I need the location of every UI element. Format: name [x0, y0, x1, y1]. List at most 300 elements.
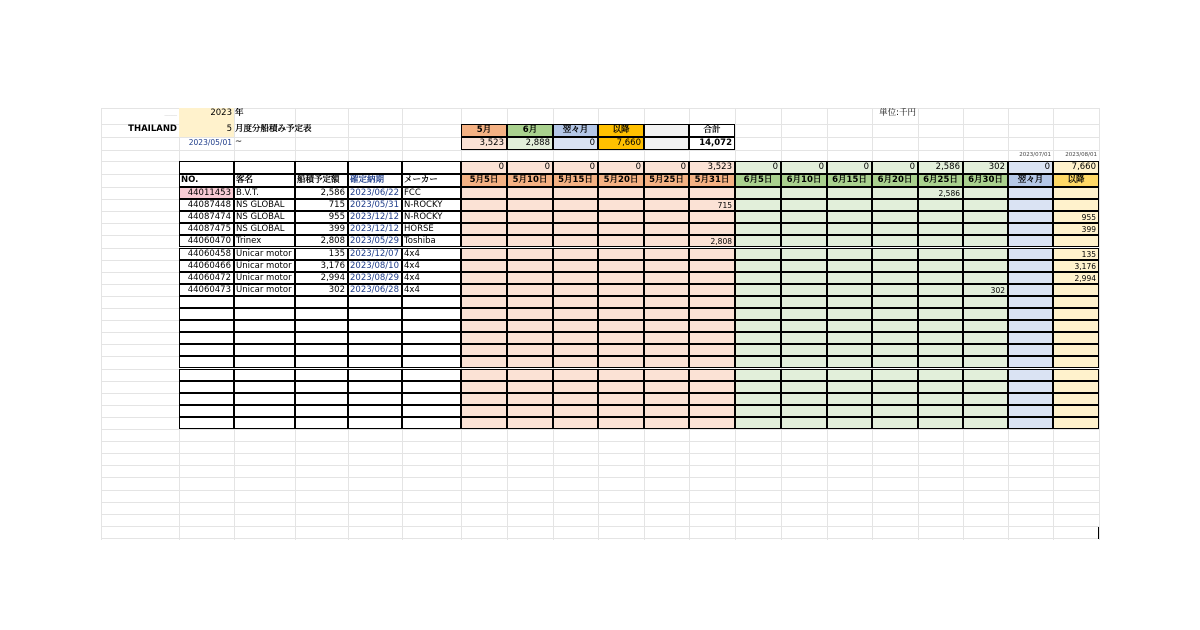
blank-period-cell[interactable]: [553, 320, 598, 332]
blank-cell[interactable]: [234, 369, 295, 381]
period-cell[interactable]: [827, 211, 872, 223]
period-cell[interactable]: [1053, 199, 1099, 211]
period-cell[interactable]: [918, 211, 963, 223]
summary-label-0[interactable]: 5月: [461, 124, 507, 137]
column-header-amount[interactable]: 船積予定額: [295, 174, 348, 187]
blank-period-cell[interactable]: [1053, 356, 1099, 368]
customer-name[interactable]: Unicar motor: [234, 272, 295, 284]
blank-period-cell[interactable]: [644, 308, 689, 320]
blank-cell[interactable]: [234, 332, 295, 344]
period-cell[interactable]: [781, 272, 827, 284]
blank-period-cell[interactable]: [461, 405, 507, 417]
blank-cell[interactable]: [402, 405, 461, 417]
period-header-1[interactable]: 5月10日: [507, 174, 553, 187]
maker-name[interactable]: 4x4: [402, 248, 461, 260]
customer-name[interactable]: B.V.T.: [234, 187, 295, 199]
blank-period-cell[interactable]: [689, 369, 735, 381]
blank-period-cell[interactable]: [507, 356, 553, 368]
ship-amount[interactable]: 2,808: [295, 235, 348, 247]
period-cell[interactable]: [507, 260, 553, 272]
blank-cell[interactable]: [234, 417, 295, 429]
blank-period-cell[interactable]: [827, 320, 872, 332]
blank-period-cell[interactable]: [1008, 393, 1053, 405]
blank-cell[interactable]: [295, 417, 348, 429]
summary-value-2[interactable]: 0: [553, 137, 598, 150]
blank-period-cell[interactable]: [735, 344, 781, 356]
blank-period-cell[interactable]: [553, 296, 598, 308]
blank-period-cell[interactable]: [827, 296, 872, 308]
blank-cell[interactable]: [295, 344, 348, 356]
blank-cell[interactable]: [295, 356, 348, 368]
summary-label-3[interactable]: 以降: [598, 124, 644, 137]
year-unit[interactable]: 年: [235, 108, 244, 118]
period-cell[interactable]: [918, 223, 963, 235]
blank-period-cell[interactable]: [872, 393, 918, 405]
period-cell[interactable]: [872, 199, 918, 211]
blank-period-cell[interactable]: [781, 320, 827, 332]
blank-period-cell[interactable]: [781, 296, 827, 308]
blank-period-cell[interactable]: [689, 417, 735, 429]
order-no[interactable]: 44087475: [179, 223, 234, 235]
blank-period-cell[interactable]: [1053, 332, 1099, 344]
period-cell[interactable]: [461, 199, 507, 211]
blank-period-cell[interactable]: [1053, 344, 1099, 356]
blank-period-cell[interactable]: [827, 369, 872, 381]
period-cell[interactable]: [827, 272, 872, 284]
blank-period-cell[interactable]: [461, 308, 507, 320]
period-cell[interactable]: 135: [1053, 248, 1099, 260]
period-cell[interactable]: [461, 284, 507, 296]
blank-period-cell[interactable]: [781, 356, 827, 368]
blank-period-cell[interactable]: [461, 344, 507, 356]
period-total-0[interactable]: 0: [461, 161, 507, 174]
blank-period-cell[interactable]: [918, 344, 963, 356]
period-cell[interactable]: [644, 260, 689, 272]
blank-period-cell[interactable]: [918, 369, 963, 381]
period-cell[interactable]: [598, 223, 644, 235]
blank-period-cell[interactable]: [735, 417, 781, 429]
period-cell[interactable]: [553, 235, 598, 247]
period-cell[interactable]: [598, 284, 644, 296]
blank-period-cell[interactable]: [689, 405, 735, 417]
period-cell[interactable]: 955: [1053, 211, 1099, 223]
blank-cell[interactable]: [348, 369, 402, 381]
blank-period-cell[interactable]: [963, 344, 1008, 356]
summary-value-5[interactable]: 14,072: [689, 137, 735, 150]
confirmed-date[interactable]: 2023/08/29: [348, 272, 402, 284]
period-cell[interactable]: [1008, 199, 1053, 211]
period-cell[interactable]: [735, 235, 781, 247]
blank-period-cell[interactable]: [507, 381, 553, 393]
blank-cell[interactable]: [295, 369, 348, 381]
blank-period-cell[interactable]: [781, 417, 827, 429]
blank-period-cell[interactable]: [1053, 381, 1099, 393]
period-cell[interactable]: [872, 284, 918, 296]
blank-cell[interactable]: [234, 381, 295, 393]
customer-name[interactable]: NS GLOBAL: [234, 211, 295, 223]
period-cell[interactable]: [553, 211, 598, 223]
period-cell[interactable]: [461, 211, 507, 223]
blank-period-cell[interactable]: [598, 308, 644, 320]
period-cell[interactable]: [507, 235, 553, 247]
blank-period-cell[interactable]: [461, 332, 507, 344]
blank-period-cell[interactable]: [918, 381, 963, 393]
blank-period-cell[interactable]: [1008, 320, 1053, 332]
period-cell[interactable]: [644, 223, 689, 235]
blank-period-cell[interactable]: [507, 405, 553, 417]
customer-name[interactable]: Trinex: [234, 235, 295, 247]
period-total-5[interactable]: 3,523: [689, 161, 735, 174]
period-cell[interactable]: [507, 223, 553, 235]
period-cell[interactable]: [553, 260, 598, 272]
blank-cell[interactable]: [348, 381, 402, 393]
period-cell[interactable]: [644, 211, 689, 223]
blank-period-cell[interactable]: [735, 393, 781, 405]
maker-name[interactable]: FCC: [402, 187, 461, 199]
period-header-7[interactable]: 6月10日: [781, 174, 827, 187]
blank-period-cell[interactable]: [872, 320, 918, 332]
period-cell[interactable]: [781, 248, 827, 260]
period-cell[interactable]: [598, 187, 644, 199]
period-cell[interactable]: [872, 272, 918, 284]
blank-period-cell[interactable]: [644, 405, 689, 417]
blank-cell[interactable]: [402, 344, 461, 356]
maker-name[interactable]: HORSE: [402, 223, 461, 235]
period-header-6[interactable]: 6月5日: [735, 174, 781, 187]
blank-period-cell[interactable]: [872, 332, 918, 344]
period-header-2[interactable]: 5月15日: [553, 174, 598, 187]
blank-period-cell[interactable]: [735, 369, 781, 381]
blank-cell[interactable]: [179, 417, 234, 429]
period-cell[interactable]: [827, 284, 872, 296]
summary-value-3[interactable]: 7,660: [598, 137, 644, 150]
order-no[interactable]: 44060458: [179, 248, 234, 260]
blank-period-cell[interactable]: [598, 356, 644, 368]
blank-period-cell[interactable]: [598, 417, 644, 429]
period-cell[interactable]: [1053, 284, 1099, 296]
order-no[interactable]: 44060470: [179, 235, 234, 247]
period-cell[interactable]: [461, 223, 507, 235]
period-cell[interactable]: [827, 248, 872, 260]
blank-cell[interactable]: [348, 356, 402, 368]
period-cell[interactable]: [781, 235, 827, 247]
year-input[interactable]: 2023: [179, 108, 234, 124]
ship-amount[interactable]: 955: [295, 211, 348, 223]
summary-value-4[interactable]: [644, 137, 689, 150]
blank-period-cell[interactable]: [735, 320, 781, 332]
blank-period-cell[interactable]: [827, 308, 872, 320]
blank-period-cell[interactable]: [827, 405, 872, 417]
blank-cell[interactable]: [348, 161, 402, 174]
blank-period-cell[interactable]: [963, 356, 1008, 368]
blank-period-cell[interactable]: [918, 417, 963, 429]
country-label[interactable]: THAILAND: [128, 124, 177, 134]
period-total-10[interactable]: 2,586: [918, 161, 963, 174]
blank-cell[interactable]: [179, 381, 234, 393]
blank-period-cell[interactable]: [461, 296, 507, 308]
maker-name[interactable]: 4x4: [402, 284, 461, 296]
blank-cell[interactable]: [179, 296, 234, 308]
blank-period-cell[interactable]: [963, 332, 1008, 344]
unit-label[interactable]: 単位:千円: [879, 108, 916, 118]
blank-period-cell[interactable]: [1008, 417, 1053, 429]
blank-period-cell[interactable]: [644, 393, 689, 405]
period-cell[interactable]: [461, 187, 507, 199]
blank-period-cell[interactable]: [781, 344, 827, 356]
blank-period-cell[interactable]: [963, 308, 1008, 320]
blank-period-cell[interactable]: [644, 381, 689, 393]
blank-cell[interactable]: [234, 405, 295, 417]
blank-period-cell[interactable]: [461, 356, 507, 368]
blank-cell[interactable]: [295, 393, 348, 405]
maker-name[interactable]: N-ROCKY: [402, 211, 461, 223]
period-cell[interactable]: [735, 284, 781, 296]
blank-cell[interactable]: [234, 344, 295, 356]
period-cell[interactable]: [1008, 272, 1053, 284]
blank-cell[interactable]: [179, 344, 234, 356]
period-cell[interactable]: [918, 272, 963, 284]
period-total-7[interactable]: 0: [781, 161, 827, 174]
customer-name[interactable]: NS GLOBAL: [234, 199, 295, 211]
period-total-6[interactable]: 0: [735, 161, 781, 174]
customer-name[interactable]: NS GLOBAL: [234, 223, 295, 235]
blank-period-cell[interactable]: [598, 320, 644, 332]
period-cell[interactable]: [872, 223, 918, 235]
blank-cell[interactable]: [179, 356, 234, 368]
blank-cell[interactable]: [402, 381, 461, 393]
customer-name[interactable]: Unicar motor: [234, 248, 295, 260]
period-cell[interactable]: [644, 199, 689, 211]
blank-period-cell[interactable]: [872, 356, 918, 368]
period-cell[interactable]: 2,586: [918, 187, 963, 199]
period-cell[interactable]: [689, 272, 735, 284]
period-cell[interactable]: [644, 187, 689, 199]
blank-period-cell[interactable]: [598, 369, 644, 381]
period-total-8[interactable]: 0: [827, 161, 872, 174]
blank-cell[interactable]: [179, 308, 234, 320]
period-cell[interactable]: [1008, 248, 1053, 260]
blank-period-cell[interactable]: [827, 381, 872, 393]
tilde-label[interactable]: ~: [235, 137, 243, 147]
blank-cell[interactable]: [179, 320, 234, 332]
blank-period-cell[interactable]: [1053, 308, 1099, 320]
blank-period-cell[interactable]: [918, 393, 963, 405]
period-cell[interactable]: [963, 211, 1008, 223]
blank-period-cell[interactable]: [553, 344, 598, 356]
period-cell[interactable]: [689, 223, 735, 235]
order-no[interactable]: 44060466: [179, 260, 234, 272]
blank-period-cell[interactable]: [1008, 296, 1053, 308]
period-cell[interactable]: [963, 272, 1008, 284]
blank-period-cell[interactable]: [1008, 381, 1053, 393]
blank-cell[interactable]: [234, 161, 295, 174]
blank-cell[interactable]: [295, 320, 348, 332]
period-cell[interactable]: 2,808: [689, 235, 735, 247]
blank-period-cell[interactable]: [598, 381, 644, 393]
column-header-maker[interactable]: メーカー: [402, 174, 461, 187]
blank-period-cell[interactable]: [872, 296, 918, 308]
blank-period-cell[interactable]: [781, 369, 827, 381]
blank-period-cell[interactable]: [553, 332, 598, 344]
blank-period-cell[interactable]: [644, 332, 689, 344]
period-cell[interactable]: [781, 187, 827, 199]
blank-period-cell[interactable]: [644, 417, 689, 429]
blank-period-cell[interactable]: [735, 381, 781, 393]
period-cell[interactable]: [461, 260, 507, 272]
blank-cell[interactable]: [402, 393, 461, 405]
blank-period-cell[interactable]: [918, 356, 963, 368]
blank-period-cell[interactable]: [461, 369, 507, 381]
blank-cell[interactable]: [402, 417, 461, 429]
blank-period-cell[interactable]: [872, 417, 918, 429]
blank-period-cell[interactable]: [963, 417, 1008, 429]
blank-cell[interactable]: [295, 308, 348, 320]
confirmed-date[interactable]: 2023/06/22: [348, 187, 402, 199]
summary-value-0[interactable]: 3,523: [461, 137, 507, 150]
period-total-12[interactable]: 0: [1008, 161, 1053, 174]
blank-period-cell[interactable]: [507, 417, 553, 429]
blank-cell[interactable]: [234, 320, 295, 332]
period-cell[interactable]: [461, 272, 507, 284]
period-cell[interactable]: [1008, 223, 1053, 235]
blank-period-cell[interactable]: [553, 381, 598, 393]
period-cell[interactable]: [553, 223, 598, 235]
period-cell[interactable]: [553, 284, 598, 296]
blank-cell[interactable]: [295, 332, 348, 344]
blank-period-cell[interactable]: [644, 369, 689, 381]
blank-cell[interactable]: [402, 369, 461, 381]
blank-cell[interactable]: [295, 381, 348, 393]
ship-amount[interactable]: 2,586: [295, 187, 348, 199]
blank-period-cell[interactable]: [461, 381, 507, 393]
period-cell[interactable]: [735, 248, 781, 260]
period-cell[interactable]: [963, 223, 1008, 235]
ship-amount[interactable]: 2,994: [295, 272, 348, 284]
period-cell[interactable]: [507, 272, 553, 284]
period-cell[interactable]: [781, 199, 827, 211]
ship-amount[interactable]: 399: [295, 223, 348, 235]
customer-name[interactable]: Unicar motor: [234, 284, 295, 296]
blank-cell[interactable]: [402, 332, 461, 344]
period-cell[interactable]: [781, 223, 827, 235]
blank-cell[interactable]: [348, 417, 402, 429]
blank-period-cell[interactable]: [872, 308, 918, 320]
blank-period-cell[interactable]: [598, 405, 644, 417]
blank-period-cell[interactable]: [553, 308, 598, 320]
blank-period-cell[interactable]: [735, 296, 781, 308]
period-cell[interactable]: [872, 187, 918, 199]
period-cell[interactable]: [781, 211, 827, 223]
period-cell[interactable]: [872, 248, 918, 260]
blank-period-cell[interactable]: [689, 296, 735, 308]
period-cell[interactable]: [781, 284, 827, 296]
order-no[interactable]: 44060472: [179, 272, 234, 284]
period-cell[interactable]: [963, 187, 1008, 199]
period-total-3[interactable]: 0: [598, 161, 644, 174]
blank-period-cell[interactable]: [1008, 332, 1053, 344]
period-cell[interactable]: [872, 260, 918, 272]
period-total-1[interactable]: 0: [507, 161, 553, 174]
blank-period-cell[interactable]: [689, 381, 735, 393]
period-cell[interactable]: [1053, 187, 1099, 199]
blank-cell[interactable]: [179, 161, 234, 174]
period-cell[interactable]: [872, 211, 918, 223]
blank-period-cell[interactable]: [507, 344, 553, 356]
blank-period-cell[interactable]: [735, 405, 781, 417]
blank-period-cell[interactable]: [689, 344, 735, 356]
blank-cell[interactable]: [179, 393, 234, 405]
period-cell[interactable]: 2,994: [1053, 272, 1099, 284]
blank-period-cell[interactable]: [598, 393, 644, 405]
blank-period-cell[interactable]: [827, 344, 872, 356]
blank-period-cell[interactable]: [598, 296, 644, 308]
period-cell[interactable]: [827, 187, 872, 199]
period-cell[interactable]: [598, 272, 644, 284]
blank-cell[interactable]: [179, 332, 234, 344]
period-cell[interactable]: [1008, 260, 1053, 272]
period-cell[interactable]: [1008, 284, 1053, 296]
period-cell[interactable]: [735, 211, 781, 223]
period-cell[interactable]: [827, 235, 872, 247]
blank-period-cell[interactable]: [461, 417, 507, 429]
blank-period-cell[interactable]: [963, 369, 1008, 381]
blank-period-cell[interactable]: [963, 296, 1008, 308]
period-cell[interactable]: [507, 248, 553, 260]
period-header-5[interactable]: 5月31日: [689, 174, 735, 187]
period-cell[interactable]: [553, 248, 598, 260]
period-total-4[interactable]: 0: [644, 161, 689, 174]
blank-period-cell[interactable]: [553, 417, 598, 429]
blank-period-cell[interactable]: [827, 356, 872, 368]
blank-period-cell[interactable]: [1053, 296, 1099, 308]
blank-cell[interactable]: [234, 393, 295, 405]
blank-cell[interactable]: [402, 296, 461, 308]
order-no[interactable]: 44011453: [179, 187, 234, 199]
summary-label-5[interactable]: 合計: [689, 124, 735, 137]
blank-period-cell[interactable]: [963, 405, 1008, 417]
blank-cell[interactable]: [348, 405, 402, 417]
blank-period-cell[interactable]: [872, 405, 918, 417]
period-cell[interactable]: [644, 284, 689, 296]
blank-period-cell[interactable]: [689, 356, 735, 368]
blank-period-cell[interactable]: [827, 417, 872, 429]
blank-period-cell[interactable]: [1008, 344, 1053, 356]
period-header-3[interactable]: 5月20日: [598, 174, 644, 187]
period-cell[interactable]: [598, 199, 644, 211]
period-cell[interactable]: [735, 199, 781, 211]
period-cell[interactable]: [507, 211, 553, 223]
period-header-8[interactable]: 6月15日: [827, 174, 872, 187]
period-cell[interactable]: [507, 199, 553, 211]
column-header-confirmed[interactable]: 確定納期: [348, 174, 402, 187]
period-cell[interactable]: [644, 248, 689, 260]
period-cell[interactable]: [918, 235, 963, 247]
blank-period-cell[interactable]: [507, 393, 553, 405]
summary-label-1[interactable]: 6月: [507, 124, 553, 137]
period-cell[interactable]: [963, 260, 1008, 272]
period-cell[interactable]: [827, 223, 872, 235]
blank-period-cell[interactable]: [918, 308, 963, 320]
blank-cell[interactable]: [402, 308, 461, 320]
confirmed-date[interactable]: 2023/06/28: [348, 284, 402, 296]
blank-period-cell[interactable]: [553, 405, 598, 417]
blank-cell[interactable]: [348, 320, 402, 332]
confirmed-date[interactable]: 2023/12/12: [348, 223, 402, 235]
blank-period-cell[interactable]: [1053, 405, 1099, 417]
blank-period-cell[interactable]: [781, 393, 827, 405]
column-header-customer[interactable]: 客名: [234, 174, 295, 187]
period-cell[interactable]: [553, 187, 598, 199]
